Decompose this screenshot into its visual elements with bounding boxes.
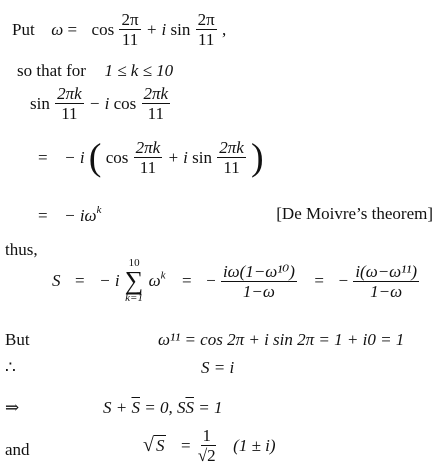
comma: , xyxy=(221,19,227,39)
fraction-2pik-over-11-b: $\frac{2\pi k}{11}$ xyxy=(143,84,169,123)
plus-i: + i xyxy=(145,19,167,39)
sin-function: sin xyxy=(192,147,212,167)
sqrt-S: √ S xyxy=(143,434,165,456)
therefore-symbol: ∴ xyxy=(5,358,16,377)
sin-function: sin xyxy=(170,19,191,39)
fraction-2pik-over-11-b: $\frac{2\pi k}{11}$ xyxy=(219,138,244,177)
left-paren: ( xyxy=(88,136,102,179)
summation: 10 ∑ k=1 xyxy=(124,257,144,304)
fraction-2pik-over-11: $\frac{2\pi k}{11}$ xyxy=(57,84,82,123)
minus-i: − i xyxy=(99,271,120,290)
but-word: But xyxy=(5,330,30,349)
line-and xyxy=(5,426,276,465)
cos-function: cos xyxy=(105,147,129,167)
cos-function: cos xyxy=(91,19,115,39)
thus-word: thus, xyxy=(5,240,38,259)
sqrt-S-expression: √ S = $\frac{1}{√2}$ (1 ± i) xyxy=(143,426,276,465)
S-equals-i: S = i xyxy=(201,358,235,377)
S-bar: $\overline{S}$ xyxy=(185,398,194,417)
fraction-1-over-sqrt2: $\frac{1}{√2}$ xyxy=(197,426,216,465)
minus-i: − i xyxy=(64,147,85,167)
omega-symbol: ω xyxy=(51,19,64,39)
line-sin-minus-icos xyxy=(30,84,171,123)
plus-i: + i xyxy=(167,147,188,167)
de-moivre-reference: [De Moivre’s theorem] xyxy=(276,204,433,223)
so-that-text: so that for xyxy=(17,61,86,81)
right-paren: ) xyxy=(251,136,264,179)
line-so-that xyxy=(17,60,173,81)
minus-i-omega: − iω xyxy=(64,205,97,225)
S-conjugate-relations: $S + \overline{S} = 0$, $S\overline{S} = 1$ xyxy=(103,398,223,417)
fraction-2pik-over-11: $\frac{2\pi k}{11}$ xyxy=(135,138,161,177)
exponent-k: k xyxy=(96,204,102,216)
line-minus-i-bracket xyxy=(38,138,264,177)
line-but xyxy=(5,330,435,350)
equals-sign: = xyxy=(75,271,85,290)
equals-sign: = xyxy=(182,271,192,290)
S-bar: $\overline{S}$ xyxy=(131,398,140,417)
equals-sign: = xyxy=(38,205,48,225)
line-implies xyxy=(5,398,223,418)
fraction-geometric-sum: $\frac{\text{iω(1−ω¹⁰)}}{1-\omega}$ xyxy=(222,261,295,301)
equals-sign: = xyxy=(67,19,78,39)
fraction-2pi-over-11-b: $\frac{2\pi}{11}$ xyxy=(197,10,215,49)
equals-sign: = xyxy=(314,271,324,290)
fraction-simplified: $\frac{\text{i(ω−ω¹¹)}}{1-\omega}$ xyxy=(355,261,418,301)
omega-symbol: ω xyxy=(148,271,161,290)
S-symbol: S xyxy=(52,271,61,290)
fraction-2pi-over-11: $\frac{2\pi}{11}$ xyxy=(121,10,139,49)
line-de-moivre xyxy=(38,204,433,226)
line-thus xyxy=(5,240,38,260)
and-word: and xyxy=(5,440,30,459)
sin-function: sin xyxy=(30,93,50,113)
line-therefore xyxy=(5,358,235,378)
omega-11-identity: ω¹¹ = cos 2π + i sin 2π = 1 + i0 = 1 xyxy=(158,330,405,349)
implies-symbol: ⇒ xyxy=(5,398,20,417)
cos-function: cos xyxy=(113,93,137,113)
minus-i: − i xyxy=(88,93,110,113)
put-word: Put xyxy=(12,19,35,39)
line-put-omega xyxy=(12,10,226,49)
equals-sign: = xyxy=(38,147,48,167)
k-range: 1 ≤ k ≤ 10 xyxy=(104,61,174,81)
line-S-sum: S = − i 10 ∑ k=1 $\omega^k$ = − $\frac{\text{iω(1−ω¹⁰)}}{1-\omega}$ = − $\frac{\text{i(ω−ω¹¹)}}{1-\omega}$ xyxy=(52,257,418,304)
